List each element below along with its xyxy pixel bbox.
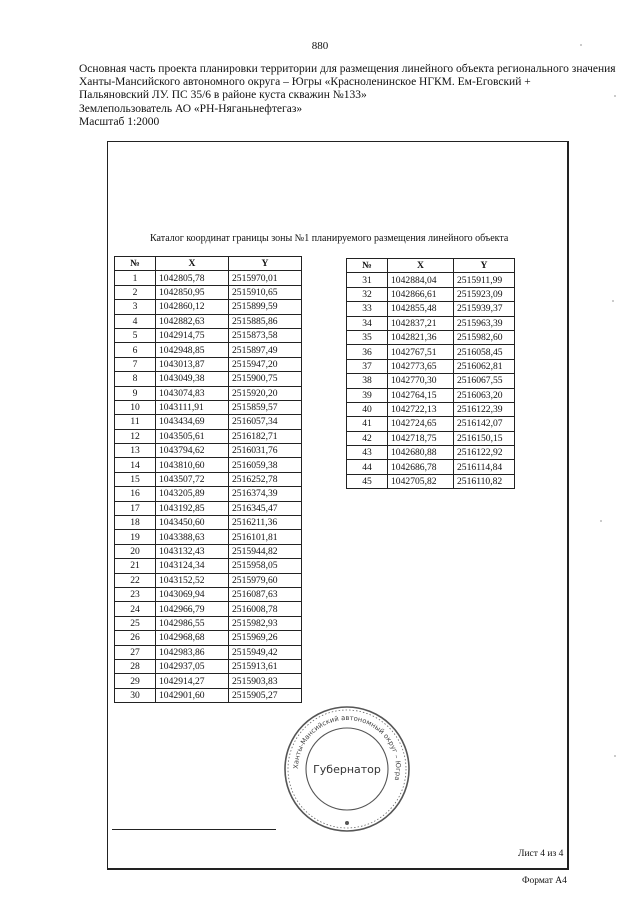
- y-value: 2515859,57: [229, 400, 302, 414]
- x-value: 1043132,43: [156, 544, 229, 558]
- x-value: 1042937,05: [156, 659, 229, 673]
- row-number: 31: [347, 273, 388, 287]
- table-row: [115, 415, 302, 429]
- row-number: 17: [115, 501, 156, 515]
- x-value: 1042837,21: [388, 316, 454, 330]
- x-value: 1043111,91: [156, 400, 229, 414]
- y-value: 2516142,07: [454, 417, 515, 431]
- table-row: [115, 616, 302, 630]
- table-row: [115, 343, 302, 357]
- y-value: 2515949,42: [229, 645, 302, 659]
- row-number: 24: [115, 602, 156, 616]
- y-value: 2516063,20: [454, 388, 515, 402]
- row-number: 43: [347, 446, 388, 460]
- row-number: 2: [115, 285, 156, 299]
- y-value: 2515982,93: [229, 616, 302, 630]
- row-number: 13: [115, 444, 156, 458]
- table-row: [115, 516, 302, 530]
- row-number: 16: [115, 487, 156, 501]
- y-value: 2516059,38: [229, 458, 302, 472]
- table-row: [115, 530, 302, 544]
- scan-speck: [614, 95, 616, 97]
- row-number: 41: [347, 417, 388, 431]
- header-line-4: Землепользователь АО «РН-Няганьнефтегаз»: [79, 102, 303, 115]
- table-row: [347, 345, 515, 359]
- table-row: [115, 400, 302, 414]
- x-value: 1042866,61: [388, 287, 454, 301]
- row-number: 4: [115, 314, 156, 328]
- row-number: 23: [115, 587, 156, 601]
- row-number: 29: [115, 674, 156, 688]
- frame-bottom-edge: [107, 868, 569, 870]
- y-value: 2515913,61: [229, 659, 302, 673]
- x-value: 1042948,85: [156, 343, 229, 357]
- y-value: 2516101,81: [229, 530, 302, 544]
- table-row: [347, 374, 515, 388]
- x-value: 1042914,75: [156, 328, 229, 342]
- y-value: 2515944,82: [229, 544, 302, 558]
- row-number: 25: [115, 616, 156, 630]
- row-number: 1: [115, 271, 156, 285]
- y-value: 2515969,26: [229, 631, 302, 645]
- y-value: 2515958,05: [229, 559, 302, 573]
- y-value: 2516252,78: [229, 472, 302, 486]
- y-value: 2515903,83: [229, 674, 302, 688]
- table-row: [347, 402, 515, 416]
- y-value: 2516031,76: [229, 444, 302, 458]
- sheet-number: Лист 4 из 4: [518, 849, 564, 859]
- x-value: 1042770,30: [388, 374, 454, 388]
- table-row: [115, 674, 302, 688]
- table-row: [115, 487, 302, 501]
- table-row: [115, 444, 302, 458]
- scan-speck: [600, 520, 602, 522]
- header-num: №: [347, 259, 388, 273]
- table-row: [347, 417, 515, 431]
- row-number: 36: [347, 345, 388, 359]
- header-line-3: Пальяновский ЛУ. ПС 35/6 в районе куста скважин №133»: [79, 89, 367, 102]
- table-row: [115, 472, 302, 486]
- header-x: X: [156, 257, 229, 271]
- table-row: [115, 458, 302, 472]
- table-row: [115, 271, 302, 285]
- row-number: 19: [115, 530, 156, 544]
- row-number: 38: [347, 374, 388, 388]
- x-value: 1043205,89: [156, 487, 229, 501]
- x-value: 1043434,69: [156, 415, 229, 429]
- x-value: 1042821,36: [388, 330, 454, 344]
- table-row: [347, 359, 515, 373]
- y-value: 2515923,09: [454, 287, 515, 301]
- table-row: [115, 357, 302, 371]
- header-line-1: Основная часть проекта планировки территории для размещения линейного объекта регионального значения: [79, 63, 616, 75]
- header-y: Y: [229, 257, 302, 271]
- row-number: 3: [115, 300, 156, 314]
- x-value: 1043124,34: [156, 559, 229, 573]
- y-value: 2516114,84: [454, 460, 515, 474]
- table-row: [115, 328, 302, 342]
- y-value: 2516058,45: [454, 345, 515, 359]
- x-value: 1043388,63: [156, 530, 229, 544]
- header-line-2: Ханты-Мансийского автономного округа – Югры «Красноленинское НГКМ. Ем-Еговский +: [79, 76, 531, 89]
- x-value: 1042718,75: [388, 431, 454, 445]
- row-number: 42: [347, 431, 388, 445]
- header-y: Y: [454, 259, 515, 273]
- table-row: [347, 302, 515, 316]
- row-number: 5: [115, 328, 156, 342]
- x-value: 1043192,85: [156, 501, 229, 515]
- x-value: 1042882,63: [156, 314, 229, 328]
- table-row: [115, 631, 302, 645]
- y-value: 2516122,92: [454, 446, 515, 460]
- seal-center-text: Губернатор: [313, 763, 381, 776]
- table-header-row: [115, 257, 302, 271]
- y-value: 2515897,49: [229, 343, 302, 357]
- x-value: 1042773,65: [388, 359, 454, 373]
- x-value: 1043507,72: [156, 472, 229, 486]
- y-value: 2516182,71: [229, 429, 302, 443]
- row-number: 10: [115, 400, 156, 414]
- x-value: 1043074,83: [156, 386, 229, 400]
- y-value: 2516057,34: [229, 415, 302, 429]
- table-row: [115, 300, 302, 314]
- table-row: [347, 388, 515, 402]
- x-value: 1042686,78: [388, 460, 454, 474]
- header-num: №: [115, 257, 156, 271]
- row-number: 33: [347, 302, 388, 316]
- table-row: [115, 573, 302, 587]
- y-value: 2515979,60: [229, 573, 302, 587]
- row-number: 18: [115, 516, 156, 530]
- table-row: [115, 544, 302, 558]
- page-number: 880: [311, 40, 329, 52]
- x-value: 1042855,48: [388, 302, 454, 316]
- row-number: 14: [115, 458, 156, 472]
- x-value: 1042767,51: [388, 345, 454, 359]
- y-value: 2515920,20: [229, 386, 302, 400]
- x-value: 1042724,65: [388, 417, 454, 431]
- row-number: 35: [347, 330, 388, 344]
- table-row: [347, 287, 515, 301]
- row-number: 27: [115, 645, 156, 659]
- catalog-title: Каталог координат границы зоны №1 планируемого размещения линейного объекта: [150, 233, 509, 244]
- table-row: [115, 587, 302, 601]
- frame-right-edge: [567, 141, 569, 870]
- x-value: 1042966,79: [156, 602, 229, 616]
- y-value: 2516008,78: [229, 602, 302, 616]
- x-value: 1042705,82: [388, 474, 454, 488]
- row-number: 40: [347, 402, 388, 416]
- row-number: 15: [115, 472, 156, 486]
- y-value: 2515947,20: [229, 357, 302, 371]
- table-row: [115, 559, 302, 573]
- row-number: 37: [347, 359, 388, 373]
- x-value: 1043505,61: [156, 429, 229, 443]
- x-value: 1043810,60: [156, 458, 229, 472]
- row-number: 11: [115, 415, 156, 429]
- table-row: [115, 659, 302, 673]
- table-row: [115, 386, 302, 400]
- x-value: 1042901,60: [156, 688, 229, 702]
- table-row: [347, 431, 515, 445]
- header-x: X: [388, 259, 454, 273]
- y-value: 2516211,36: [229, 516, 302, 530]
- document-header: [79, 63, 616, 129]
- row-number: 6: [115, 343, 156, 357]
- row-number: 20: [115, 544, 156, 558]
- y-value: 2515939,37: [454, 302, 515, 316]
- row-number: 22: [115, 573, 156, 587]
- row-number: 44: [347, 460, 388, 474]
- x-value: 1043152,52: [156, 573, 229, 587]
- seal-stamp: [282, 704, 412, 834]
- row-number: 39: [347, 388, 388, 402]
- seal-ring-text: Ханты-Мансийский автономный округ – Югра: [291, 713, 403, 782]
- row-number: 32: [347, 287, 388, 301]
- y-value: 2515970,01: [229, 271, 302, 285]
- x-value: 1042680,88: [388, 446, 454, 460]
- x-value: 1042805,78: [156, 271, 229, 285]
- x-value: 1043794,62: [156, 444, 229, 458]
- paper-format: Формат А4: [522, 876, 567, 886]
- scan-speck: [580, 44, 582, 46]
- y-value: 2515899,59: [229, 300, 302, 314]
- y-value: 2515982,60: [454, 330, 515, 344]
- row-number: 26: [115, 631, 156, 645]
- row-number: 7: [115, 357, 156, 371]
- x-value: 1042986,55: [156, 616, 229, 630]
- table-row: [115, 501, 302, 515]
- official-seal: [282, 704, 412, 834]
- table-row: [115, 602, 302, 616]
- table-row: [115, 285, 302, 299]
- table-row: [347, 316, 515, 330]
- y-value: 2515905,27: [229, 688, 302, 702]
- table-row: [347, 273, 515, 287]
- x-value: 1042914,27: [156, 674, 229, 688]
- x-value: 1042884,04: [388, 273, 454, 287]
- row-number: 21: [115, 559, 156, 573]
- row-number: 30: [115, 688, 156, 702]
- scan-speck: [614, 755, 616, 757]
- y-value: 2515885,86: [229, 314, 302, 328]
- scan-speck: [612, 300, 614, 302]
- table-row: [347, 460, 515, 474]
- x-value: 1042850,95: [156, 285, 229, 299]
- table-header-row: [347, 259, 515, 273]
- table-row: [115, 314, 302, 328]
- table-row: [115, 372, 302, 386]
- coordinates-table-left: [114, 256, 302, 703]
- row-number: 12: [115, 429, 156, 443]
- y-value: 2516110,82: [454, 474, 515, 488]
- x-value: 1042764,15: [388, 388, 454, 402]
- x-value: 1042860,12: [156, 300, 229, 314]
- row-number: 9: [115, 386, 156, 400]
- y-value: 2516345,47: [229, 501, 302, 515]
- header-line-5: Масштаб 1:2000: [79, 115, 160, 128]
- y-value: 2515910,65: [229, 285, 302, 299]
- row-number: 28: [115, 659, 156, 673]
- table-row: [115, 429, 302, 443]
- x-value: 1043013,87: [156, 357, 229, 371]
- row-number: 8: [115, 372, 156, 386]
- row-number: 45: [347, 474, 388, 488]
- signature-line: [112, 829, 276, 830]
- y-value: 2515963,39: [454, 316, 515, 330]
- y-value: 2515911,99: [454, 273, 515, 287]
- y-value: 2516150,15: [454, 431, 515, 445]
- row-number: 34: [347, 316, 388, 330]
- x-value: 1043450,60: [156, 516, 229, 530]
- table-row: [115, 688, 302, 702]
- table-row: [347, 330, 515, 344]
- x-value: 1042983,86: [156, 645, 229, 659]
- y-value: 2515873,58: [229, 328, 302, 342]
- coordinates-table-right: [346, 258, 515, 489]
- table-row: [347, 474, 515, 488]
- y-value: 2515900,75: [229, 372, 302, 386]
- y-value: 2516122,39: [454, 402, 515, 416]
- x-value: 1043049,38: [156, 372, 229, 386]
- x-value: 1042722,13: [388, 402, 454, 416]
- y-value: 2516062,81: [454, 359, 515, 373]
- y-value: 2516067,55: [454, 374, 515, 388]
- table-row: [115, 645, 302, 659]
- y-value: 2516374,39: [229, 487, 302, 501]
- x-value: 1043069,94: [156, 587, 229, 601]
- x-value: 1042968,68: [156, 631, 229, 645]
- table-row: [347, 446, 515, 460]
- y-value: 2516087,63: [229, 587, 302, 601]
